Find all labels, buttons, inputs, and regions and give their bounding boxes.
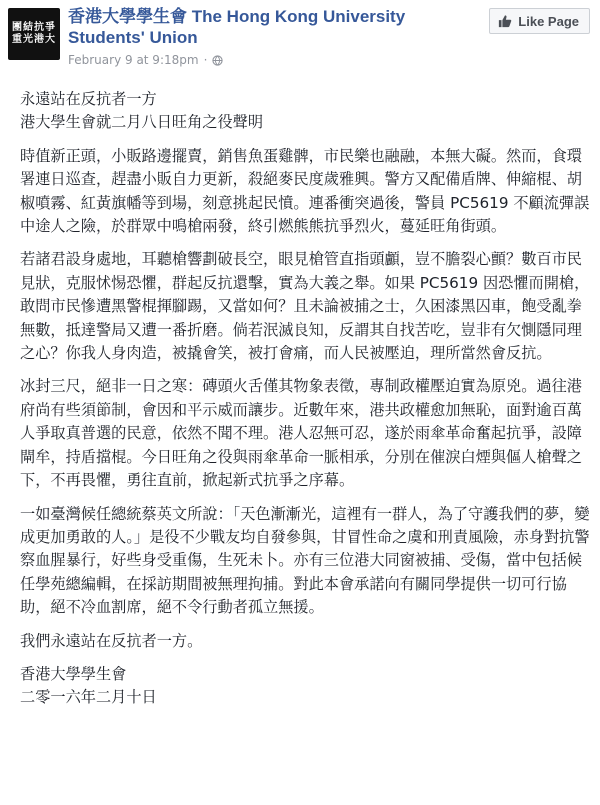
globe-icon: [212, 55, 223, 66]
page-avatar[interactable]: [8, 8, 60, 60]
post-title-line2: 港大學生會就二月八日旺角之役聲明: [20, 113, 263, 132]
post-paragraph-5: 我們永遠站在反抗者一方。: [20, 631, 203, 650]
post-header: [0, 0, 600, 86]
post-signature-org: 香港大學學生會: [20, 664, 127, 683]
post-meta: February 9 at 9:18pm ·: [68, 53, 223, 67]
post-title-line1: 永遠站在反抗者一方: [20, 90, 157, 108]
post-paragraph-1: 時值新正頭，小販路邊擺賣，銷售魚蛋雞髀，市民樂也融融，本無大礙。然而，食環署連日巡查，趕盡小販自力更新，殺絕麥民度歲雅興。警方又配備盾牌、伸縮棍、胡椒噴霧、紅黃旗幡等到場，刻意挑起民憤。連番衝突過後，警員 PC5619 不顧流彈誤中途人之險，於群眾中鳴槍兩發，終引燃熊熊抗爭烈火，蔓延旺角街頭。: [20, 146, 590, 236]
post-body: [20, 88, 590, 710]
post-paragraph-3: 冰封三尺，絕非一日之寒：磚頭火舌僅其物象表徵，專制政權壓迫實為原兇。過往港府尚有些須節制，會因和平示威而讓步。近數年來，港共政權愈加無恥，面對逾百萬人爭取真普選的民意，依然不聞不理。港人忍無可忍，遂於雨傘革命奮起抗爭，設障閘牟，持盾擋棍。今日旺角之役與雨傘革命一脈相承，分別在催淚白煙與傴人槍聲之下，不再畏懼，勇往直前，掀起新式抗爭之序幕。: [20, 377, 582, 490]
post-signature-date: 二零一六年二月十日: [20, 688, 157, 707]
like-page-label: Like Page: [518, 13, 579, 29]
post-paragraph-2: 若諸君設身處地，耳聽槍響劃破長空，眼見槍管直指頭顱，豈不膽裂心顫？數百市民見狀，克服怵惕恐懼，群起反抗還擊，實為大義之舉。如果 PC5619 因恐懼而開槍，敢問市民慘遭黑警棍揮腳踢，又當如何？且未論被捕之士，久困漆黑囚車，飽受亂拳無數，抵達警局又遭一番折磨。倘若泯滅良知，反謂其自找苦吃，豈非有欠惻隱同理之心？你我人身肉造，被撬會笑，被打會痛，而人民被壓迫，理所當然會反抗。: [20, 250, 590, 363]
like-page-button[interactable]: [489, 8, 590, 34]
page-name-link[interactable]: 香港大學學生會 The Hong Kong University Students' Union: [68, 7, 406, 47]
thumbs-up-icon: [498, 14, 512, 28]
avatar-logo-text: 團結抗爭 重光港大: [12, 22, 56, 45]
post-timestamp[interactable]: February 9 at 9:18pm: [68, 53, 199, 67]
post-paragraph-4: 一如臺灣候任總統蔡英文所說：「天色漸漸光，這裡有一群人，為了守護我們的夢，變成更加勇敢的人。」是役不少戰友均自發參與，甘冒性命之虞和刑責風險，赤身對抗警察血腥暴行，好些身受重傷，生死未卜。亦有三位港大同窗被捕、受傷，當中包括候任學苑總編輯，在採訪期間被無理拘捕。對此本會承諾向有關同學提供一切可行協助，絕不冷血割席，絕不令行動者孤立無援。: [20, 504, 590, 617]
